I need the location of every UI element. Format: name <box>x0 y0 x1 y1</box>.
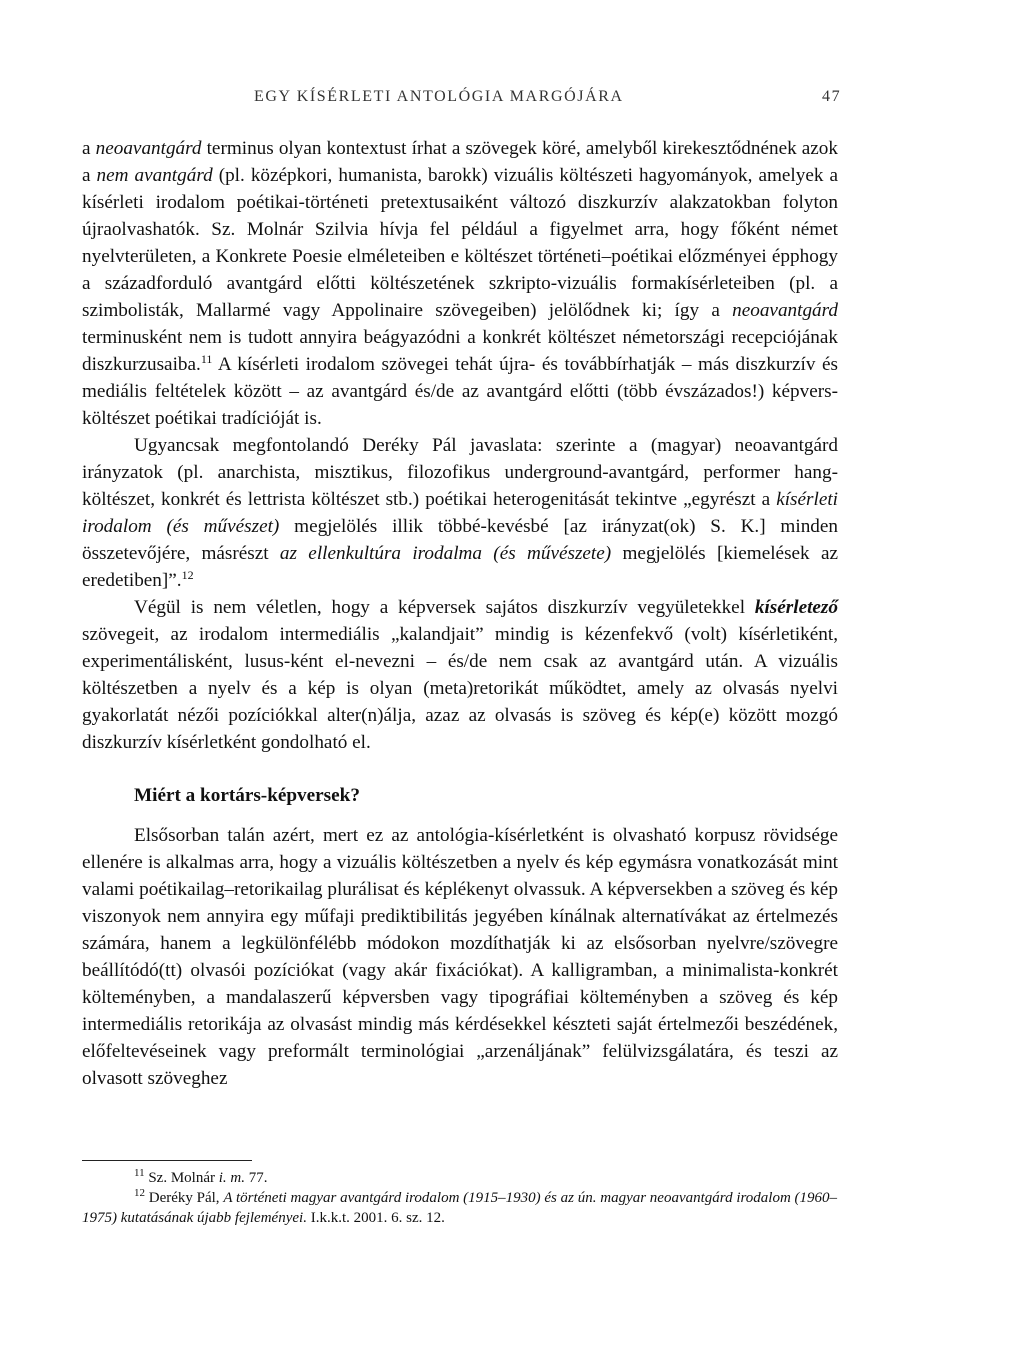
footnote-ref[interactable]: 12 <box>181 568 194 582</box>
text-run: Ugyancsak megfontolandó Deréky Pál javaslata: szerinte a (magyar) neoavantgárd irányzatok (pl. anarchista, misztikus, filozofikus underground-avantgárd, performer hang-költészet, konkrét és lettrista költészet stb.) poétikai heterogenitását tekintve „egyrészt a <box>82 435 838 510</box>
italic-term: neoavantgárd <box>732 300 838 321</box>
italic-term: az ellenkultúra irodalma (és művészete) <box>279 543 612 564</box>
footnote-number: 12 <box>134 1187 145 1199</box>
italic-term: i. m. <box>218 1170 246 1186</box>
text-run: terminus olyan kontextust írhat a szövegek köré, amelyből kirekesztődnének azok a <box>82 138 838 186</box>
text-run: (pl. középkori, humanista, barokk) vizuális költészeti hagyományok, amelyek a kísérleti irodalom poétikai-történeti pretextusaiként változó diszkurzív alakzatokban folyton újraolvashatók. Sz. Molnár Szilvia hívja fel például a figyelmet arra, hogy főként német nyelvterületen, a Konkrete Poesie elméleteiben e költészet történeti–poétikai előzményei épphogy a századforduló avantgárd előtti költészetének szkripto-vizuális formakísérleteiben (pl. a szimbolisták, Mallarmé vagy Appolinaire szövegeiben) jelölődnek ki; így a <box>82 165 838 321</box>
paragraph <box>82 594 838 756</box>
text-run: megjelölés [kiemelések az eredetiben]”. <box>82 543 839 591</box>
footnote-12 <box>82 1188 838 1228</box>
page-number: 47 <box>822 88 842 105</box>
text-run: 77. <box>245 1170 268 1186</box>
italic-term: kísérleti irodalom (és művészet) <box>82 489 838 537</box>
text-run: A kísérleti irodalom szövegei tehát újra- és továbbírhatják – más diszkurzív és mediális feltételek között – az avantgárd és/de az avantgárd előtti (több évszázados!) képvers-költészet poétikai tradícióját is. <box>82 354 838 429</box>
paragraph <box>82 135 838 432</box>
running-header <box>0 88 1024 112</box>
text-run: Végül is nem véletlen, hogy a képversek sajátos diszkurzív vegyületekkel <box>134 597 755 618</box>
body-text <box>82 135 838 1092</box>
paragraph <box>82 432 838 594</box>
italic-term: A történeti magyar avantgárd irodalom (1915–1930) és az ún. magyar neoavantgárd irodalom (1960–1975) kutatásának újabb fejleményei. <box>82 1190 838 1226</box>
text-run: szövegeit, az irodalom intermediális „kalandjait” mindig is kézenfekvő (volt) kísérletiként, experimentálisként, lusus-ként el-nevezni – és/de nem csak az avantgárd után. A vizuális költészetben a nyelv és a kép is olyan (meta)retorikát működtet, amely az olvasás nyelvi gyakorlatát nézői pozíciókkal alter(n)álja, azaz az olvasás is szöveg és kép(e) között mozgó diszkurzív kísérletként gondolható el. <box>82 624 838 753</box>
section-heading: Miért a kortárs-képversek? <box>134 785 360 806</box>
footnote-divider <box>82 1160 252 1161</box>
footnote-ref[interactable]: 11 <box>200 352 213 366</box>
bold-italic-term: kísérletező <box>754 597 838 618</box>
footnotes <box>82 1168 838 1228</box>
paragraph: Elsősorban talán azért, mert ez az antológia-kísérletként is olvasható korpusz rövidsége ellenére is alkalmas arra, hogy a vizuális költészetben a nyelv és kép egymásra vonatkozását mint valami poétikailag–retorikailag plurálisat és képlékenyt olvassuk. A képversekben a szöveg és kép viszonyok nem annyira egy műfaji prediktibilitás jegyében kínálnak alternatívákat az értelmezés számára, hanem a legkülönfélébb módokon mozdíthatják ki az elsősorban nyelvre/szövegre beállítódó(tt) olvasói pozíciókat (vagy akár fixációkat). A kalligramban, a minimalista-konkrét költeményben, a mandalaszerű képversben vagy tipográfiai költeményben a szöveg és kép intermediális retorikája az olvasást mindig más kérdésekkel készteti saját értelmezői beszédének, előfeltevéseinek vagy preformált terminológiai „arzenáljának” felülvizsgálatára, és teszi az olvasott szöveghez <box>82 825 838 1089</box>
text-run: I.k.k.t. 2001. 6. sz. 12. <box>306 1210 445 1226</box>
text-run: Sz. Molnár <box>144 1170 219 1186</box>
text-run: Deréky Pál, <box>145 1190 224 1206</box>
text-run: megjelölés illik többé-kevésbé [az irányzat(ok) S. K.] minden összetevőjére, másrészt <box>82 516 838 564</box>
italic-term: nem avantgárd <box>96 165 213 186</box>
running-title: EGY KÍSÉRLETI ANTOLÓGIA MARGÓJÁRA <box>254 88 624 105</box>
footnote-11 <box>82 1168 838 1188</box>
text-run: a <box>82 138 96 159</box>
italic-term: neoavantgárd <box>95 138 202 159</box>
text-run: terminusként nem is tudott annyira beágyazódni a konkrét költészet németországi recepciójának diszkurzusaiba. <box>82 327 838 375</box>
footnote-number: 11 <box>134 1167 145 1179</box>
